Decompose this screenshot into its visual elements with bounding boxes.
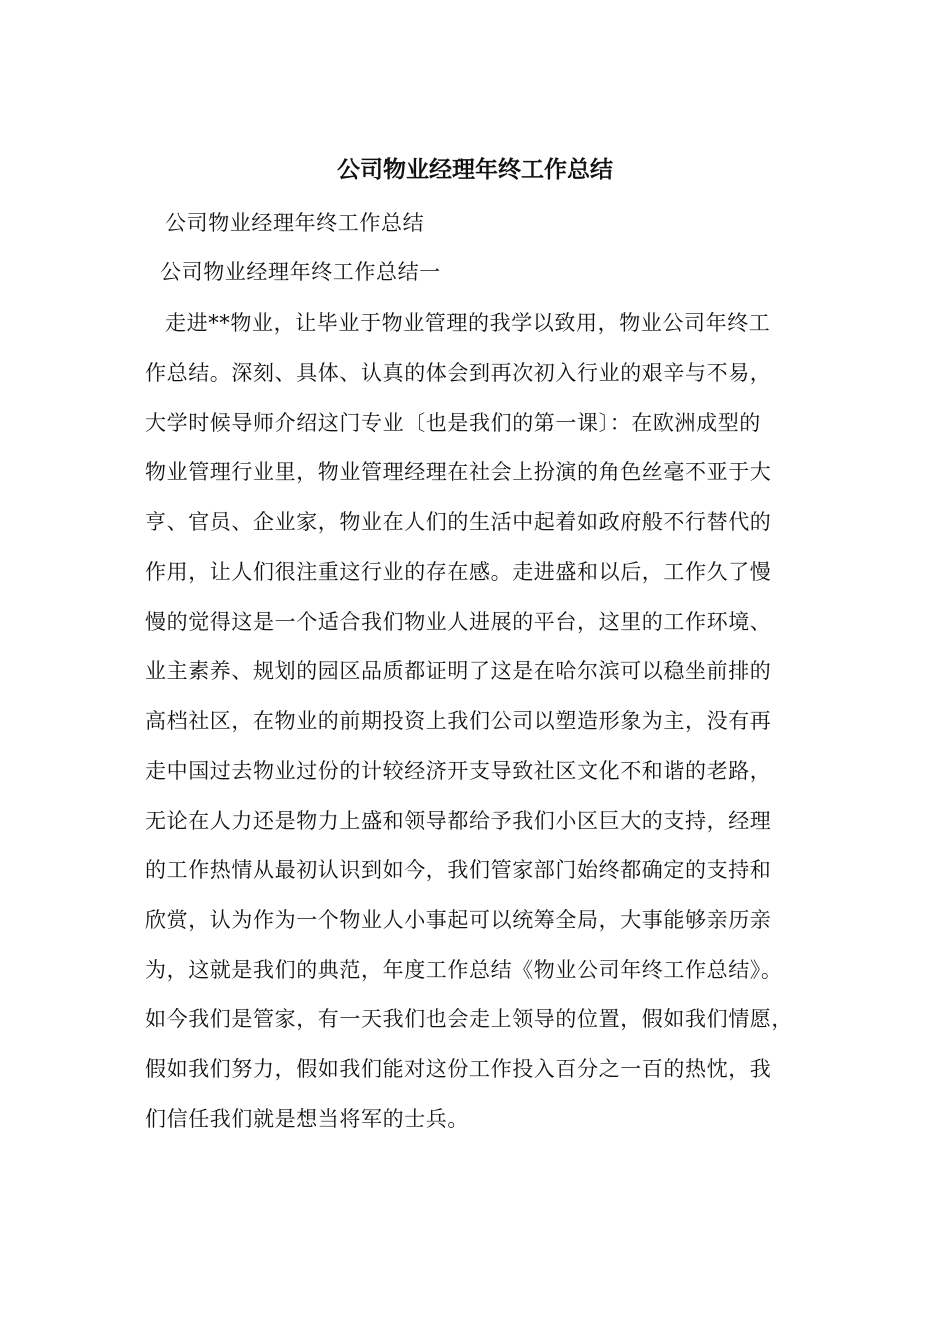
body-line: 物业管理行业里，物业管理经理在社会上扮演的角色丝毫不亚于大: [145, 460, 772, 484]
body-line: 如今我们是管家，有一天我们也会走上领导的位置，假如我们情愿，: [145, 1007, 793, 1031]
body-line: 大学时候导师介绍这门专业〔也是我们的第一课〕：在欧洲成型的: [145, 411, 761, 435]
body-line: 无论在人力还是物力上盛和领导都给予我们小区巨大的支持，经理: [145, 809, 772, 833]
body-line: 高档社区，在物业的前期投资上我们公司以塑造形象为主，没有再: [145, 709, 772, 733]
body-line: 为，这就是我们的典范，年度工作总结《物业公司年终工作总结》。: [145, 958, 783, 982]
body-line: 作总结。深刻、具体、认真的体会到再次初入行业的艰辛与不易，: [145, 361, 772, 385]
body-line: 们信任我们就是想当将军的士兵。: [145, 1107, 469, 1131]
body-line: 假如我们努力，假如我们能对这份工作投入百分之一百的热忱，我: [145, 1057, 772, 1081]
body-line: 业主素养、规划的园区品质都证明了这是在哈尔滨可以稳坐前排的: [145, 659, 772, 683]
body-line: 亨、官员、企业家，物业在人们的生活中起着如政府般不行替代的: [145, 510, 772, 534]
section-heading: 公司物业经理年终工作总结一: [160, 260, 441, 284]
body-line: 作用，让人们很注重这行业的存在感。走进盛和以后，工作久了慢: [145, 560, 772, 584]
body-line: 欣赏，认为作为一个物业人小事起可以统筹全局，大事能够亲历亲: [145, 908, 772, 932]
body-line: 走中国过去物业过份的计较经济开支导致社区文化不和谐的老路，: [145, 759, 772, 783]
body-line: 的工作热情从最初认识到如今，我们管家部门始终都确定的支持和: [145, 858, 772, 882]
body-line: 走进**物业，让毕业于物业管理的我学以致用，物业公司年终工: [165, 311, 771, 335]
document-title: 公司物业经理年终工作总结: [337, 156, 613, 183]
body-line: 慢的觉得这是一个适合我们物业人进展的平台，这里的工作环境、: [145, 610, 772, 634]
document-subtitle: 公司物业经理年终工作总结: [165, 211, 425, 235]
